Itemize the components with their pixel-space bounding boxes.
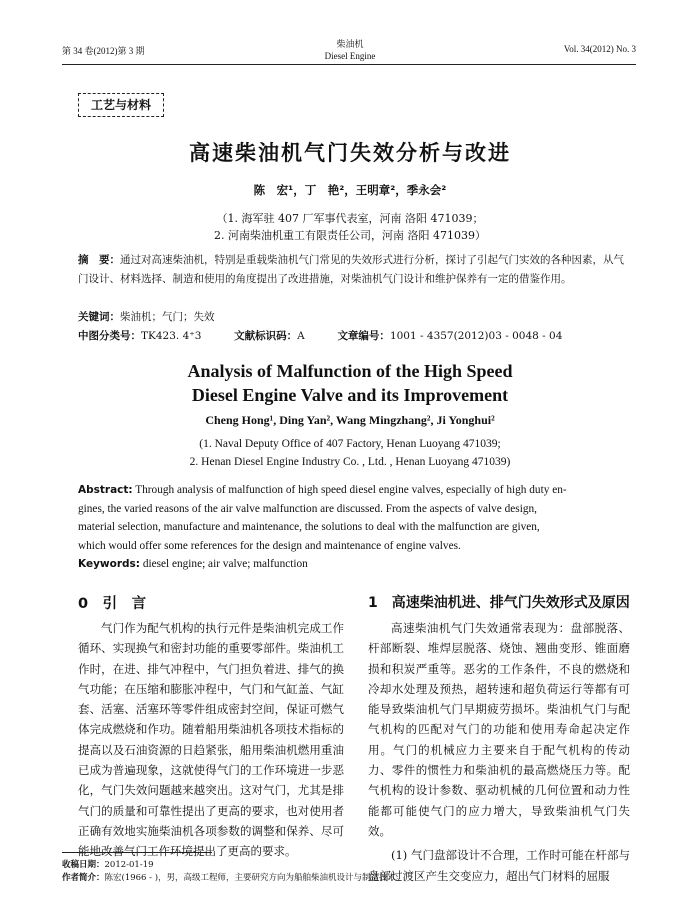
abstract-en-line-4: which would offer some references for the design and maintenance of engine valves. — [78, 539, 461, 552]
affiliation-cn-1: （1. 海军驻 407 厂军事代表室，河南 洛阳 471039； — [216, 212, 484, 225]
doc-code-value: A — [297, 330, 305, 342]
keywords-en-text: diesel engine; air valve; malfunction — [142, 558, 308, 570]
abstract-cn-label: 摘 要： — [78, 254, 120, 266]
abstract-en-line-2: gines, the varied reasons of the air valve malfunction are discussed. From the aspects of valve design, — [78, 502, 537, 515]
keywords-cn-text: 柴油机；气门；失效 — [120, 311, 215, 323]
title-en-line-1: Analysis of Malfunction of the High Speed — [187, 361, 513, 381]
section-0-body — [78, 618, 344, 862]
keywords-en — [78, 555, 624, 574]
abstract-en-text-1: Through analysis of malfunction of high speed diesel engine valves, especially of high duty en- — [135, 484, 567, 496]
author-bio-value: 陈宏(1966 - )，男，高级工程师，主要研究方向为船舶柴油机设计与制造技术。 — [104, 873, 405, 883]
header-volume: Vol. 34(2012) No. 3 — [563, 44, 636, 54]
title-cn: 高速柴油机气门失效分析与改进 — [189, 141, 511, 165]
section-1-body — [368, 618, 630, 886]
abstract-cn-text: 通过对高速柴油机，特别是重载柴油机气门常见的失效形式进行分析，探讨了引起气门实效的各种因素，从气门设计、材料选择、制造和使用的角度提出了改进措施，对柴油机气门设计和维护保养有一定的借鉴作用。 — [78, 254, 624, 285]
affiliation-en-2: 2. Henan Diesel Engine Industry Co. , Ltd. , Henan Luoyang 471039) — [189, 456, 511, 468]
received-date — [62, 858, 154, 870]
section-label: 工艺与材料 — [78, 93, 164, 117]
header-rule — [62, 64, 636, 65]
abstract-en-label: Abstract: — [78, 484, 133, 496]
authors-cn: 陈 宏¹，丁 艳²，王明章²，季永会² — [253, 183, 447, 197]
abstract-en-line-3: material selection, manufacture and maintenance, the solutions to deal with the malfunction are given, — [78, 521, 540, 533]
author-bio — [62, 871, 405, 883]
header-issue: 第 34 卷(2012)第 3 期 — [62, 46, 145, 56]
section-0-heading: 0 引 言 — [78, 596, 147, 612]
section-1-paragraph-1: 高速柴油机气门失效通常表现为：盘部脱落、杆部断裂、堆焊层脱落、烧蚀、翘曲变形、锥面磨损和积炭严重等。恶劣的工作条件，不良的燃烧和冷却水处理及预热，超转速和超负荷运行等都有可能导致柴油机气门早期疲劳损坏。柴油机气门与配气机构的匹配对气门的功能和使用寿命起决定作用。气门的机械应力主要来自于配气机构的传动力、零件的惯性力和柴油机的最高燃烧压力等。配气机构的设计参数、驱动机械的几何位置和动力性能都可能使气门的应力增大，导致柴油机气门失效。 — [368, 621, 630, 838]
abstract-cn — [78, 251, 624, 289]
authors-en: Cheng Hong¹, Ding Yan², Wang Mingzhang², Ji Yonghui² — [205, 413, 495, 427]
abstract-en-line-1 — [78, 481, 624, 500]
received-label: 收稿日期： — [62, 860, 105, 870]
article-number-label: 文章编号： — [337, 330, 390, 342]
affiliation-en-1: (1. Naval Deputy Office of 407 Factory, Henan Luoyang 471039; — [199, 438, 501, 450]
affiliation-cn-2: 2. 河南柴油机重工有限责任公司，河南 洛阳 471039） — [214, 229, 486, 242]
doc-code-label: 文献标识码： — [234, 330, 298, 342]
title-en-line-2: Diesel Engine Valve and its Improvement — [191, 385, 509, 405]
keywords-cn — [78, 308, 624, 327]
author-bio-label: 作者简介： — [62, 873, 105, 883]
section-1-paragraph-2: (1) 气门盘部设计不合理，工作时可能在杆部与盘部过渡区产生交变应力，超出气门材料的屈服 — [368, 848, 630, 883]
header-journal-en: Diesel Engine — [324, 51, 376, 61]
abstract-en — [78, 481, 624, 574]
clc-label: 中图分类号： — [78, 330, 141, 342]
clc-value: TK423. 4⁺3 — [141, 330, 202, 342]
header-journal — [290, 40, 410, 62]
footnote-rule — [62, 852, 212, 853]
header-journal-cn: 柴油机 — [336, 40, 364, 50]
article-number-value: 1001 - 4357(2012)03 - 0048 - 04 — [389, 330, 563, 342]
keywords-en-label: Keywords: — [78, 558, 140, 570]
section-1-heading: 1 高速柴油机进、排气门失效形式及原因 — [368, 595, 630, 611]
section-0-paragraph: 气门作为配气机构的执行元件是柴油机完成工作循环、实现换气和密封功能的重要零部件。柴油机工作时，在进、排气冲程中，气门担负着进、排气的换气功能；在压缩和膨胀冲程中，气门和气缸盖、气缸套、活塞、活塞环等零件组成密封空间，保证可燃气体完成燃烧和作功。随着船用柴油机各项技术指标的提高以及石油资源的日趋紧张，船用柴油机燃用重油已成为普遍现象，这就使得气门的工作环境进一步恶化，气门失效问题越来越突出。这对气门，尤其是排气门的质量和可靠性提出了更高的要求，也对使用者正确有效地实施柴油机各项参数的调整和保养、尽可能地改善气门工作环境提出了更高的要求。 — [78, 621, 344, 859]
keywords-cn-label: 关键词： — [78, 311, 120, 323]
received-value: 2012-01-19 — [104, 860, 154, 870]
classification-line — [78, 327, 624, 346]
